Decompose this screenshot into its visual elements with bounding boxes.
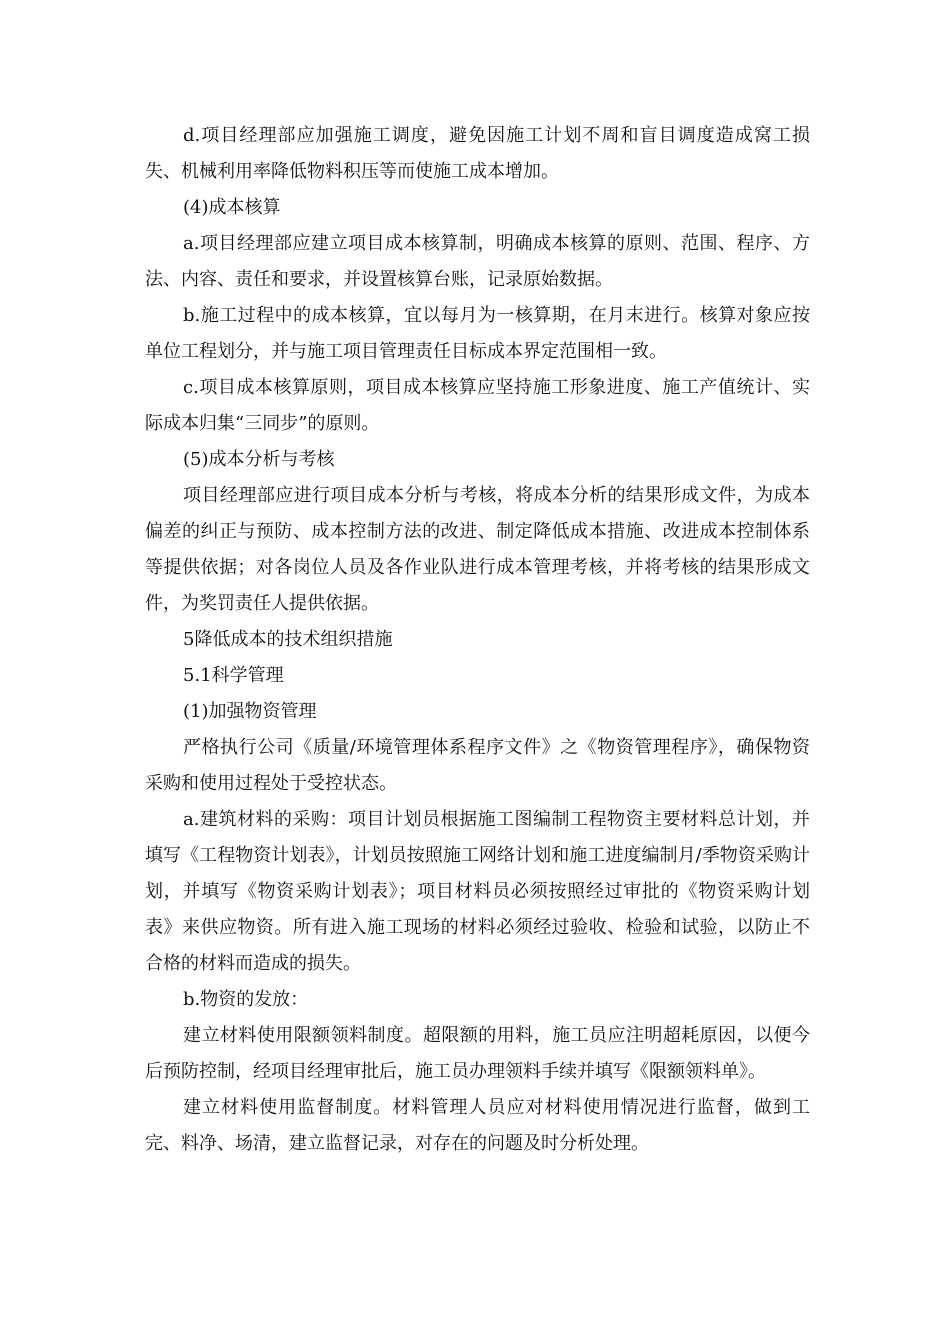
document-body	[145, 118, 810, 1162]
heading-cost-analysis: (5)成本分析与考核	[183, 449, 335, 470]
heading-b-distribution: b.物资的发放：	[183, 989, 309, 1010]
paragraph-quota-system: 建立材料使用限额领料制度。超限额的用料，施工员应注明超耗原因，以便今后预防控制，经项目经理审批后，施工员办理领料手续并填写《限额领料单》。	[145, 1025, 810, 1082]
heading-cost-accounting: (4)成本核算	[183, 197, 281, 218]
heading-material-management: (1)加强物资管理	[183, 701, 317, 722]
paragraph-c-accounting-principle: c.项目成本核算原则，项目成本核算应坚持施工形象进度、施工产值统计、实际成本归集“三同步”的原则。	[145, 377, 810, 434]
paragraph-procedure: 严格执行公司《质量/环境管理体系程序文件》之《物资管理程序》，确保物资采购和使用过程处于受控状态。	[145, 737, 810, 794]
heading-section-5: 5降低成本的技术组织措施	[183, 629, 393, 650]
paragraph-d-dispatch: d.项目经理部应加强施工调度，避免因施工计划不周和盲目调度造成窝工损失、机械利用率降低物料积压等而使施工成本增加。	[145, 125, 810, 182]
paragraph-a-procurement: a.建筑材料的采购：项目计划员根据施工图编制工程物资主要材料总计划，并填写《工程物资计划表》，计划员按照施工网络计划和施工进度编制月/季物资采购计划，并填写《物资采购计划表》；项目材料员必须按照经过审批的《物资采购计划表》来供应物资。所有进入施工现场的材料必须经过验收、检验和试验，以防止不合格的材料而造成的损失。	[145, 809, 810, 974]
paragraph-a-accounting-system: a.项目经理部应建立项目成本核算制，明确成本核算的原则、范围、程序、方法、内容、责任和要求，并设置核算台账，记录原始数据。	[145, 233, 810, 290]
paragraph-b-accounting-period: b.施工过程中的成本核算，宜以每月为一核算期，在月末进行。核算对象应按单位工程划分，并与施工项目管理责任目标成本界定范围相一致。	[145, 305, 810, 362]
heading-section-5-1: 5.1科学管理	[183, 665, 284, 686]
paragraph-cost-analysis: 项目经理部应进行项目成本分析与考核，将成本分析的结果形成文件，为成本偏差的纠正与预防、成本控制方法的改进、制定降低成本措施、改进成本控制体系等提供依据；对各岗位人员及各作业队进行成本管理考核，并将考核的结果形成文件，为奖罚责任人提供依据。	[145, 485, 810, 614]
paragraph-supervision-system: 建立材料使用监督制度。材料管理人员应对材料使用情况进行监督，做到工完、料净、场清，建立监督记录，对存在的问题及时分析处理。	[145, 1097, 810, 1154]
